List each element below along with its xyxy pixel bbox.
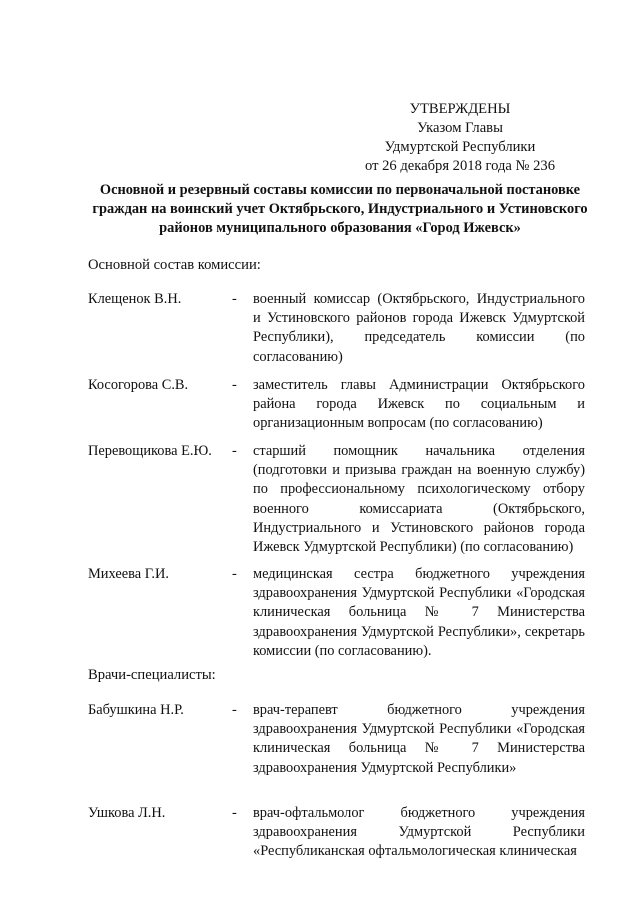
specialist-description: врач-офтальмолог бюджетного учреждения здравоохранения Удмуртской Республики «Республиканская офтальмологическая клиническая (253, 805, 585, 860)
specialist-dash: - (232, 805, 237, 821)
specialist-name: Бабушкина Н.Р. (88, 702, 184, 718)
specialists-section-label: Врачи-специалисты: (88, 667, 216, 683)
approval-line-approved: УТВЕРЖДЕНЫ (409, 101, 511, 117)
member-name: Перевощикова Е.Ю. (88, 443, 212, 459)
member-dash: - (232, 443, 237, 459)
specialist-description: врач-терапевт бюджетного учреждения здравоохранения Удмуртской Республики «Городская клиническая больница № 7 Министерства здравоохранения Удмуртской Республики» (253, 702, 585, 776)
member-description: медицинская сестра бюджетного учреждения здравоохранения Удмуртской Республики «Городская клиническая больница № 7 Министерства здравоохранения Удмуртской Республики», секретарь комиссии (по согласованию). (253, 566, 585, 659)
specialist-dash: - (232, 702, 237, 718)
member-entry (88, 290, 585, 367)
member-name: Косогорова С.В. (88, 377, 189, 393)
specialist-entry (88, 804, 585, 862)
member-entry (88, 565, 585, 661)
approval-line-date: от 26 декабря 2018 года № 236 (364, 158, 556, 174)
member-name: Михеева Г.И. (88, 566, 169, 582)
member-name: Клещенок В.Н. (88, 291, 182, 307)
specialist-name: Ушкова Л.Н. (88, 805, 166, 821)
specialist-entry (88, 701, 585, 778)
approval-stamp (362, 100, 558, 176)
member-entry (88, 376, 585, 434)
approval-line-republic: Удмуртской Республики (384, 139, 536, 155)
member-entry (88, 442, 585, 557)
member-dash: - (232, 377, 237, 393)
member-description: заместитель главы Администрации Октябрьского района города Ижевск по социальным и организационным вопросам (по согласованию) (253, 377, 585, 432)
document-title: Основной и резервный составы комиссии по первоначальной постановке граждан на воинский учет Октябрьского, Индустриального и Устиновского районов муниципального образования «Город Ижевск» (92, 182, 588, 236)
approval-line-decree: Указом Главы (417, 120, 503, 136)
member-description: военный комиссар (Октябрьского, Индустриального и Устиновского районов города Ижевск Удмуртской Республики), председатель комиссии (по согласованию) (253, 291, 585, 365)
member-dash: - (232, 566, 237, 582)
member-dash: - (232, 291, 237, 307)
member-description: старший помощник начальника отделения (подготовки и призыва граждан на военную службу) по профессиональному психологическому отбору военного комиссариата (Октябрьского, Индустриального и Устиновского районов города Ижевск Удмуртской Республики) (по согласованию) (253, 443, 585, 556)
main-section-label: Основной состав комиссии: (88, 257, 261, 273)
